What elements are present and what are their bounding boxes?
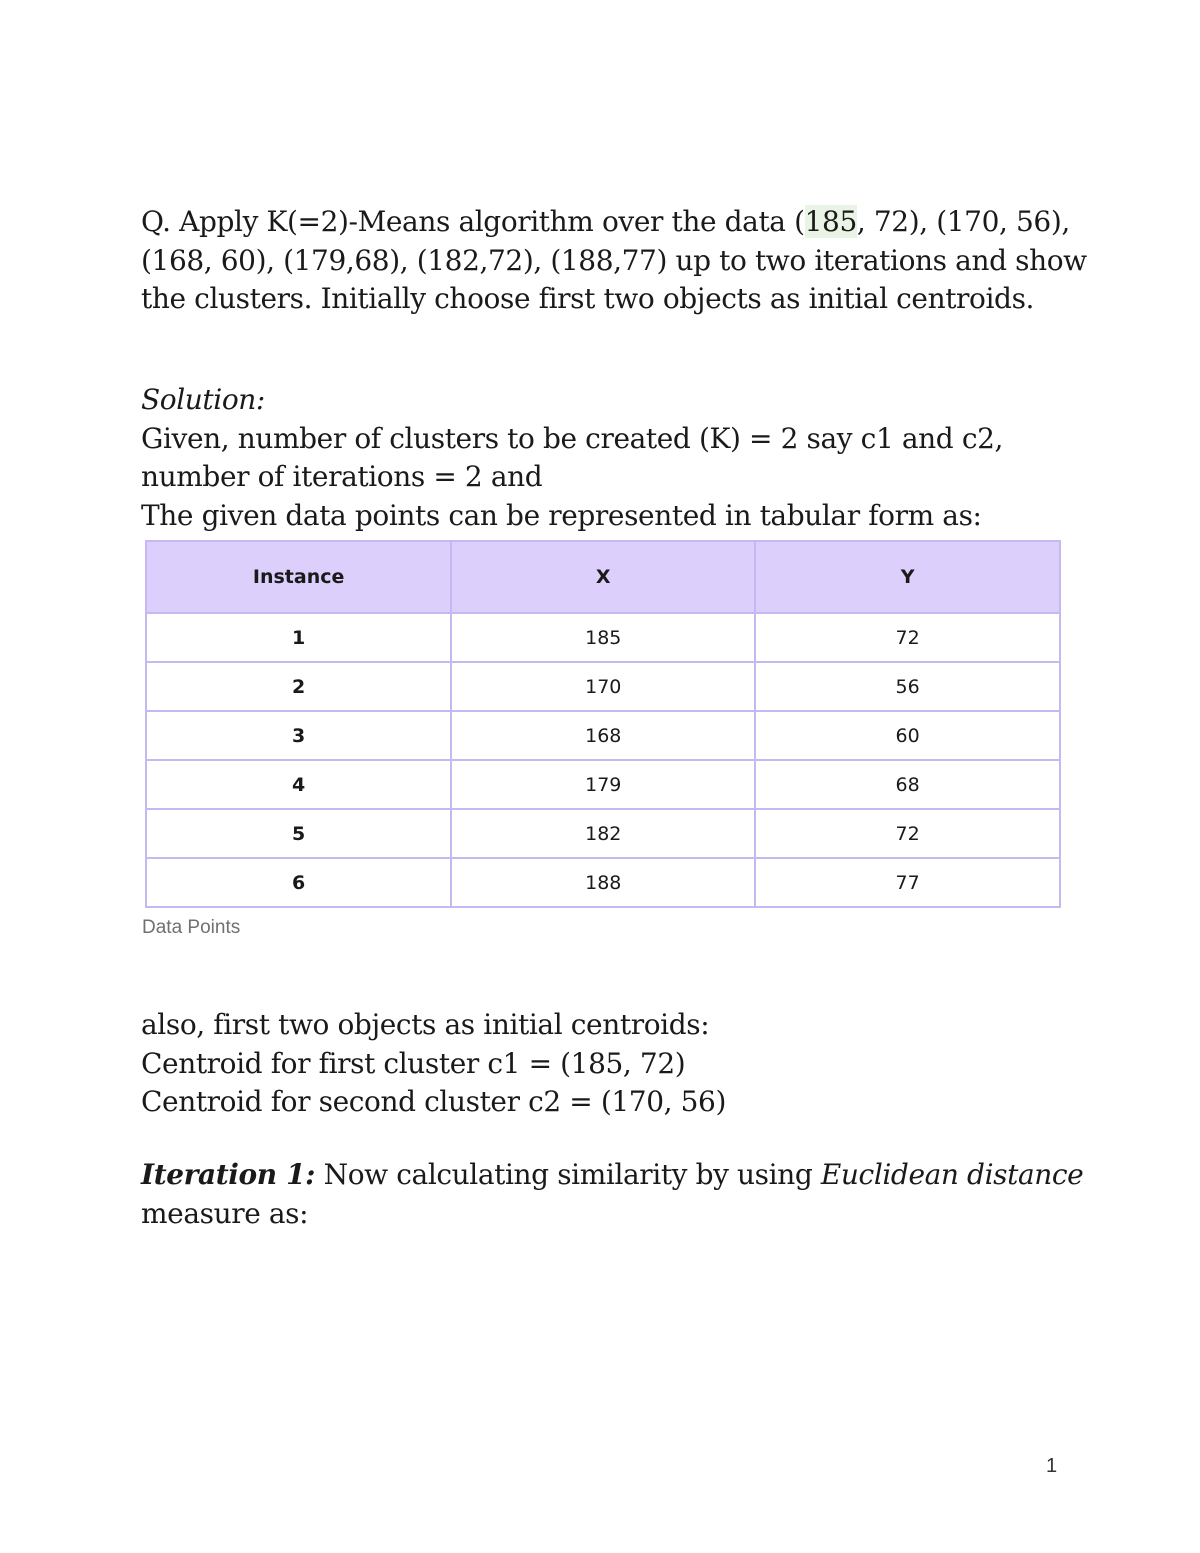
centroids-line-1: also, first two objects as initial centroids: bbox=[141, 1008, 710, 1041]
y-cell: 72 bbox=[755, 613, 1060, 662]
question-line-1: Q. Apply K(=2)-Means algorithm over the data (185, 72), (170, 56), bbox=[141, 205, 1070, 238]
y-cell: 77 bbox=[755, 858, 1060, 907]
table-header-row bbox=[146, 541, 1060, 613]
question-line-3: the clusters. Initially choose first two objects as initial centroids. bbox=[141, 282, 1035, 315]
header-x: X bbox=[451, 541, 755, 613]
x-cell: 168 bbox=[451, 711, 755, 760]
x-cell: 188 bbox=[451, 858, 755, 907]
y-cell: 60 bbox=[755, 711, 1060, 760]
x-cell: 179 bbox=[451, 760, 755, 809]
iteration-line-2: measure as: bbox=[141, 1196, 309, 1230]
iteration-line-1: Iteration 1: Now calculating similarity by using Euclidean distance bbox=[141, 1158, 1084, 1191]
solution-heading: Solution: bbox=[141, 383, 265, 416]
instance-cell: 6 bbox=[146, 858, 451, 907]
solution-line-2: number of iterations = 2 and bbox=[141, 460, 543, 493]
x-cell: 185 bbox=[451, 613, 755, 662]
data-points-table bbox=[145, 540, 1061, 908]
header-instance: Instance bbox=[146, 541, 451, 613]
x-cell: 170 bbox=[451, 662, 755, 711]
table-row bbox=[146, 760, 1060, 809]
question-paragraph bbox=[141, 203, 1087, 319]
centroids-line-2: Centroid for first cluster c1 = (185, 72) bbox=[141, 1046, 686, 1080]
question-line-2: (168, 60), (179,68), (182,72), (188,77) up to two iterations and show bbox=[141, 243, 1087, 277]
instance-cell: 4 bbox=[146, 760, 451, 809]
centroids-paragraph bbox=[141, 1006, 1041, 1122]
solution-paragraph bbox=[141, 381, 1041, 535]
table-row bbox=[146, 809, 1060, 858]
table-row bbox=[146, 662, 1060, 711]
header-y: Y bbox=[755, 541, 1060, 613]
x-cell: 182 bbox=[451, 809, 755, 858]
y-cell: 68 bbox=[755, 760, 1060, 809]
instance-cell: 1 bbox=[146, 613, 451, 662]
page-number: 1 bbox=[1046, 1455, 1058, 1477]
table-row bbox=[146, 711, 1060, 760]
instance-cell: 5 bbox=[146, 809, 451, 858]
iteration-paragraph bbox=[141, 1156, 1084, 1233]
instance-cell: 2 bbox=[146, 662, 451, 711]
solution-line-1: Given, number of clusters to be created (K) = 2 say c1 and c2, bbox=[141, 421, 1004, 455]
table-caption: Data Points bbox=[142, 917, 241, 938]
solution-line-3: The given data points can be represented in tabular form as: bbox=[141, 498, 982, 532]
euclidean-term: Euclidean distance bbox=[820, 1158, 1084, 1191]
highlighted-value: 185 bbox=[804, 205, 857, 238]
y-cell: 56 bbox=[755, 662, 1060, 711]
iteration-label: Iteration 1: bbox=[141, 1158, 316, 1191]
table-row bbox=[146, 613, 1060, 662]
table-row bbox=[146, 858, 1060, 907]
centroids-line-3: Centroid for second cluster c2 = (170, 56) bbox=[141, 1085, 726, 1118]
y-cell: 72 bbox=[755, 809, 1060, 858]
instance-cell: 3 bbox=[146, 711, 451, 760]
